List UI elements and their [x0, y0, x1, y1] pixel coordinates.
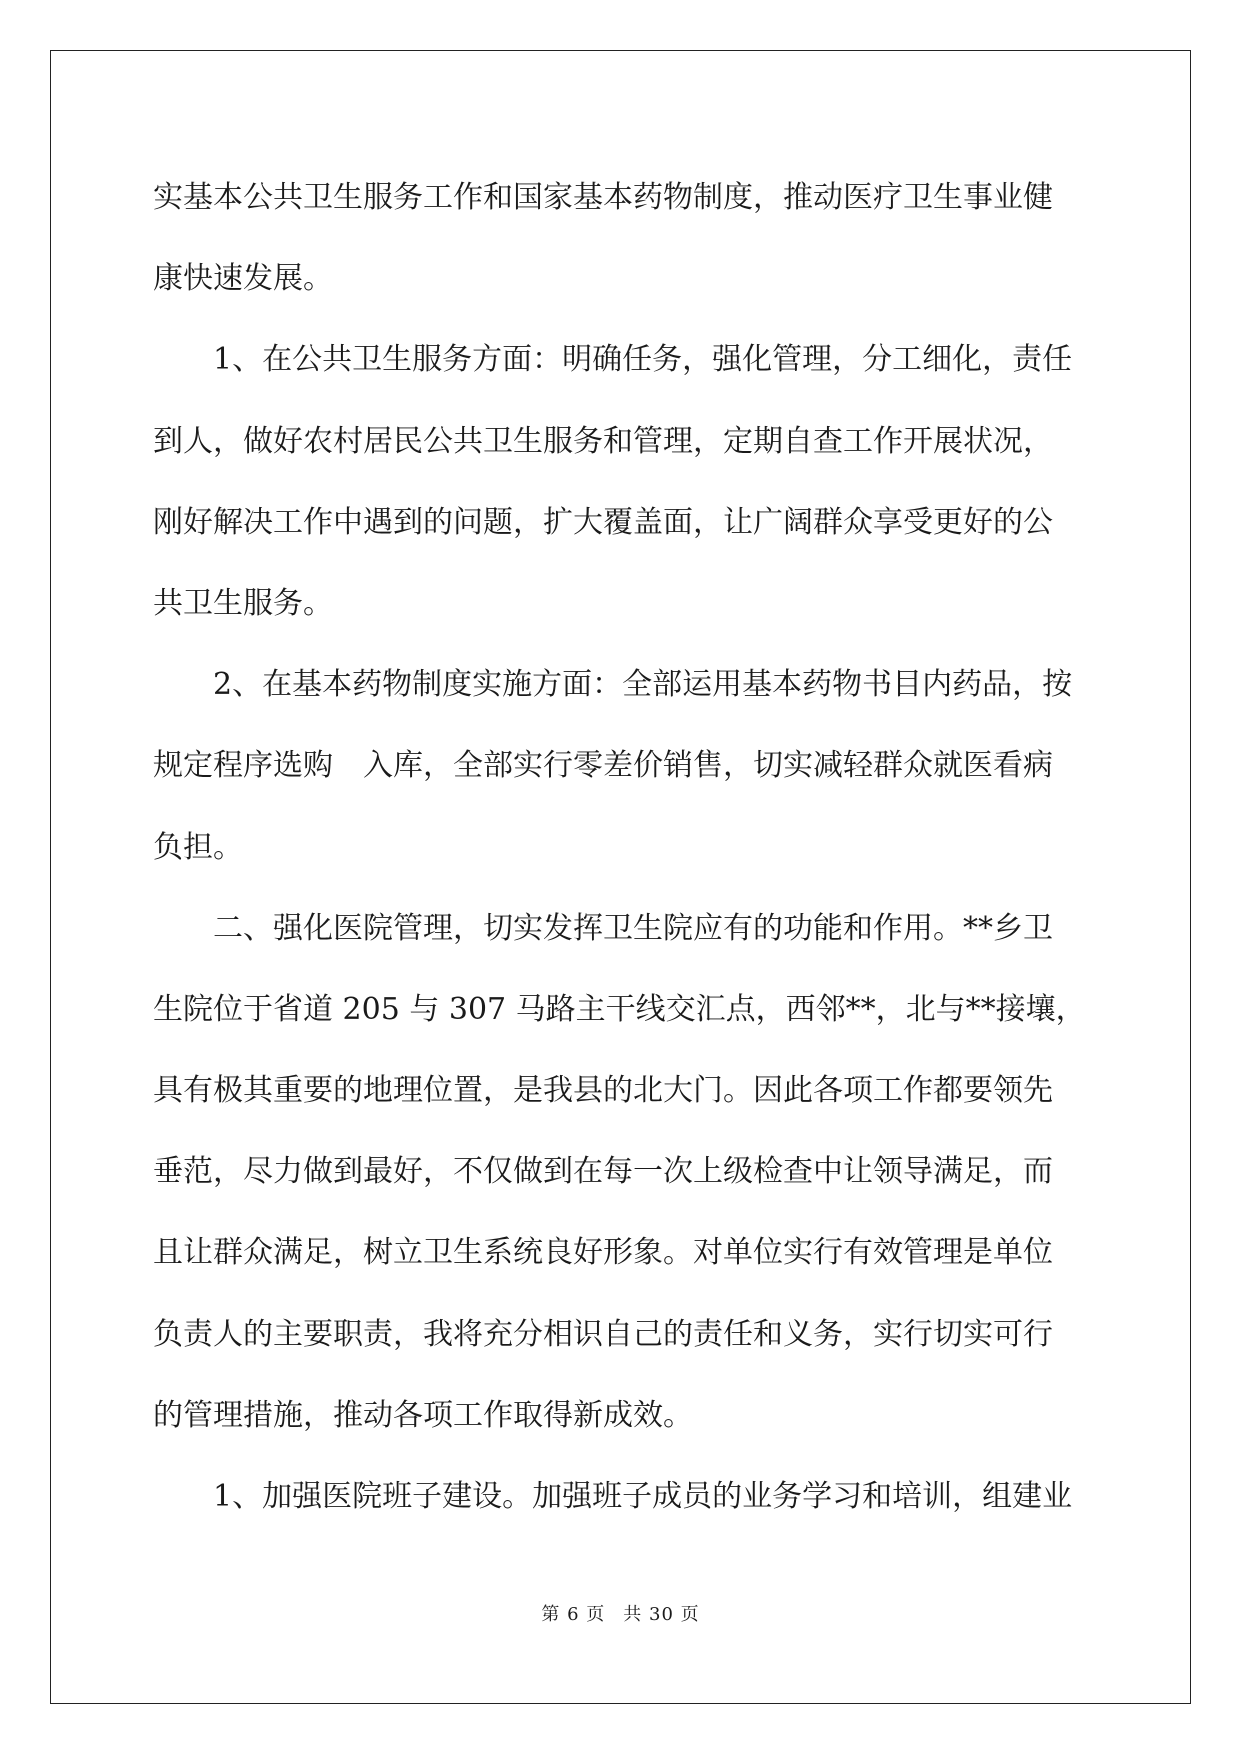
text-line: 2、在基本药物制度实施方面：全部运用基本药物书目内药品，按 [213, 667, 1073, 703]
text-line: 的管理措施，推动各项工作取得新成效。 [153, 1397, 693, 1433]
text-line: 且让群众满足，树立卫生系统良好形象。对单位实行有效管理是单位 [153, 1235, 1053, 1271]
text-line: 实基本公共卫生服务工作和国家基本药物制度，推动医疗卫生事业健 [153, 180, 1053, 215]
document-body [153, 157, 1088, 1537]
text-line: 1、在公共卫生服务方面：明确任务，强化管理，分工细化，责任 [213, 342, 1073, 378]
text-line: 共卫生服务。 [153, 585, 333, 621]
page-number: 第 6 页 [541, 1604, 606, 1625]
text-line: 1、加强医院班子建设。加强班子成员的业务学习和培训，组建业 [213, 1479, 1073, 1514]
text-line: 具有极其重要的地理位置，是我县的北大门。因此各项工作都要领先 [153, 1073, 1053, 1109]
text-line: 规定程序选购 入库，全部实行零差价销售，切实减轻群众就医看病 [153, 748, 1053, 784]
text-line: 刚好解决工作中遇到的问题，扩大覆盖面，让广阔群众享受更好的公 [153, 504, 1053, 540]
text-line: 负责人的主要职责，我将充分相识自己的责任和义务，实行切实可行 [153, 1316, 1053, 1352]
text-line: 到人，做好农村居民公共卫生服务和管理，定期自查工作开展状况， [153, 423, 1053, 459]
page-footer [0, 1603, 1241, 1627]
text-line: 垂范，尽力做到最好，不仅做到在每一次上级检查中让领导满足，而 [153, 1154, 1053, 1190]
text-line: 康快速发展。 [153, 261, 333, 297]
text-line: 二、强化医院管理，切实发挥卫生院应有的功能和作用。**乡卫 [213, 910, 1053, 946]
text-line: 负担。 [153, 829, 243, 865]
page-total: 共 30 页 [623, 1604, 700, 1625]
text-line: 生院位于省道 205 与 307 马路主干线交汇点，西邻**，北与**接壤， [153, 991, 1086, 1027]
